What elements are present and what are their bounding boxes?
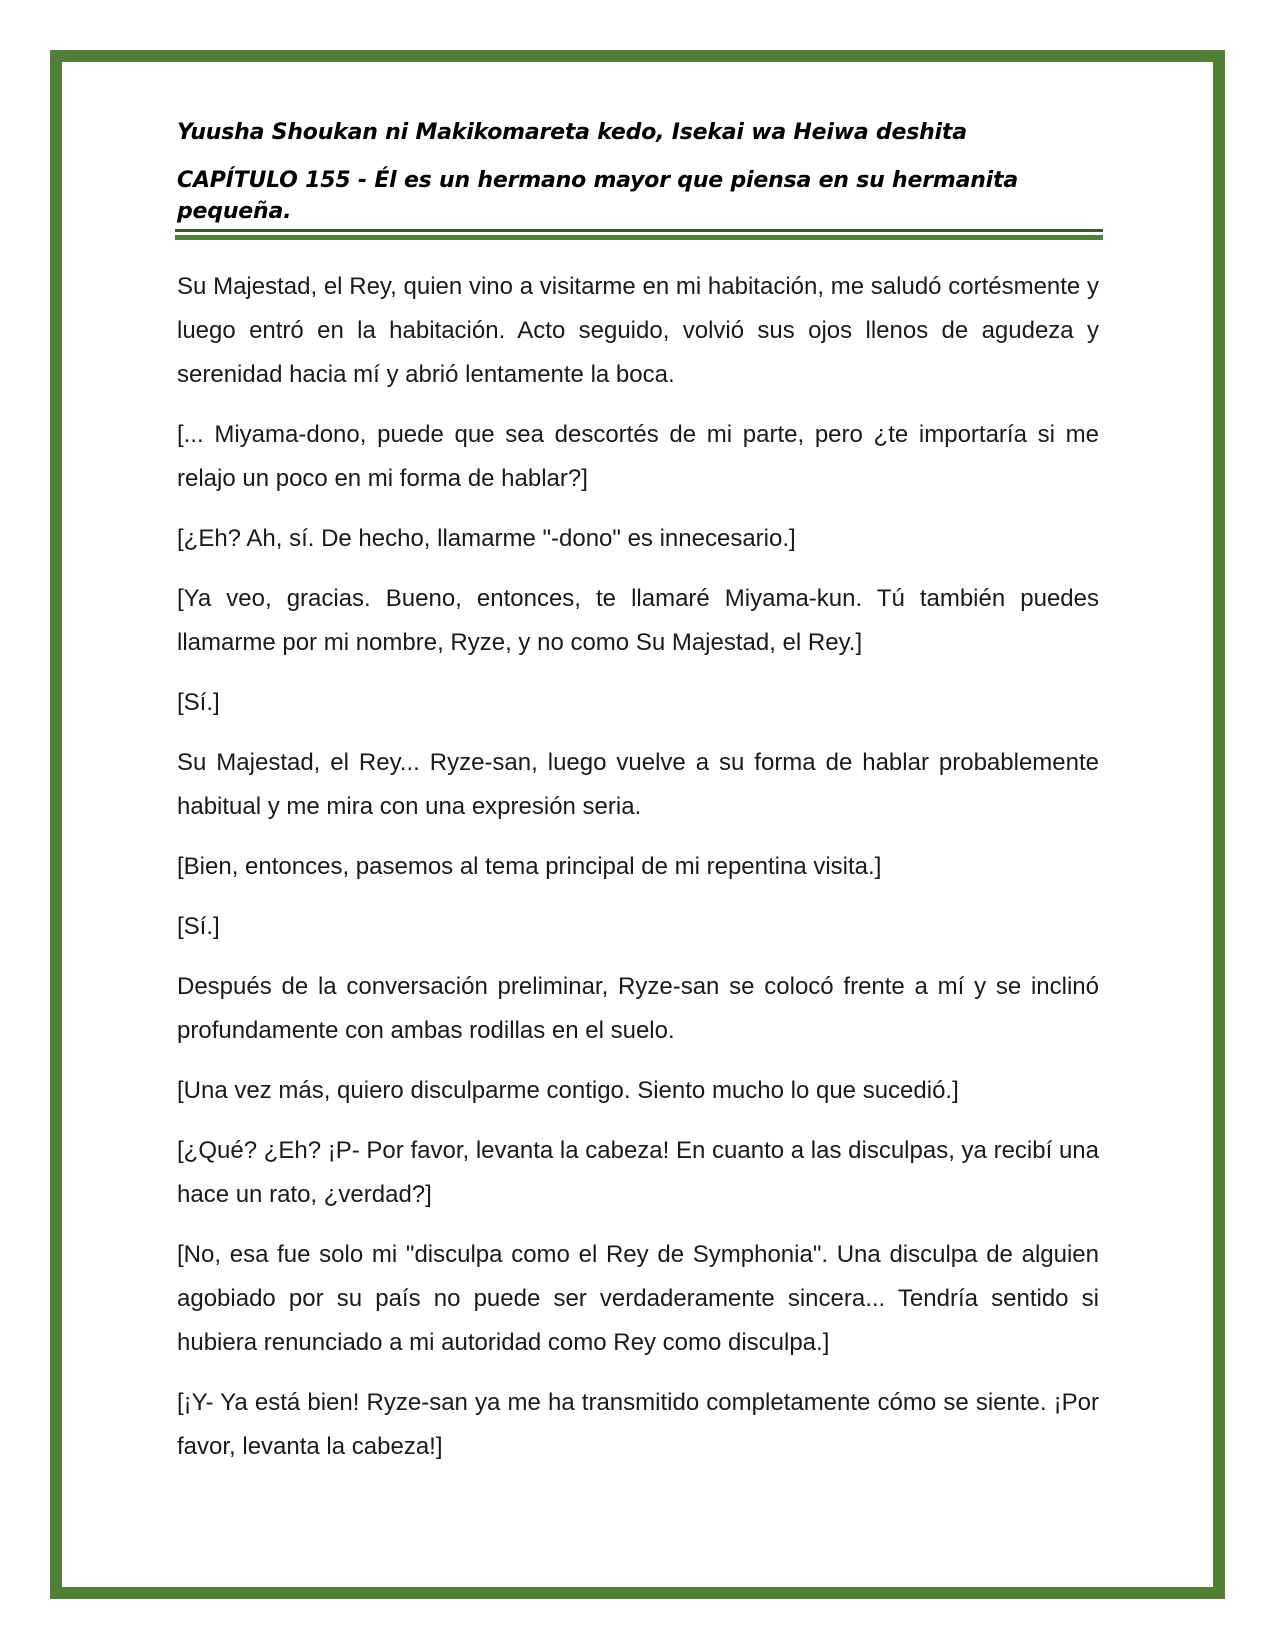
paragraph: Su Majestad, el Rey, quien vino a visitarme en mi habitación, me saludó cortésmente y luego entró en la habitación. Acto seguido, volvió sus ojos llenos de agudeza y serenidad hacia mí y abrió lentamente la boca. <box>177 273 1099 388</box>
paragraph: [¿Eh? Ah, sí. De hecho, llamarme "-dono" es innecesario.] <box>177 525 796 552</box>
paragraph: [Sí.] <box>177 689 220 716</box>
document-content <box>177 118 1099 1485</box>
paragraph: [No, esa fue solo mi "disculpa como el Rey de Symphonia". Una disculpa de alguien agobiado por su país no puede ser verdaderamente sincera... Tendría sentido si hubiera renunciado a mi autoridad como Rey como disculpa.] <box>177 1241 1099 1356</box>
paragraph: [¿Qué? ¿Eh? ¡P- Por favor, levanta la cabeza! En cuanto a las disculpas, ya recibí una hace un rato, ¿verdad?] <box>177 1137 1099 1208</box>
chapter-body <box>177 265 1099 1469</box>
paragraph: Después de la conversación preliminar, Ryze-san se colocó frente a mí y se inclinó profundamente con ambas rodillas en el suelo. <box>177 973 1099 1044</box>
novel-title: Yuusha Shoukan ni Makikomareta kedo, Isekai wa Heiwa deshita <box>177 120 967 145</box>
paragraph: [... Miyama-dono, puede que sea descortés de mi parte, pero ¿te importaría si me relajo un poco en mi forma de hablar?] <box>177 421 1099 492</box>
paragraph: [Una vez más, quiero disculparme contigo. Siento mucho lo que sucedió.] <box>177 1077 959 1104</box>
paragraph: Su Majestad, el Rey... Ryze-san, luego vuelve a su forma de hablar probablemente habitual y me mira con una expresión seria. <box>177 749 1099 820</box>
paragraph: [Ya veo, gracias. Bueno, entonces, te llamaré Miyama-kun. Tú también puedes llamarme por mi nombre, Ryze, y no como Su Majestad, el Rey.] <box>177 585 1099 656</box>
chapter-title: CAPÍTULO 155 - Él es un hermano mayor que piensa en su hermanita pequeña. <box>177 168 1018 224</box>
paragraph: [¡Y- Ya está bien! Ryze-san ya me ha transmitido completamente cómo se siente. ¡Por favor, levanta la cabeza!] <box>177 1389 1099 1460</box>
paragraph: [Sí.] <box>177 913 220 940</box>
paragraph: [Bien, entonces, pasemos al tema principal de mi repentina visita.] <box>177 853 882 880</box>
divider-thick-line <box>175 235 1103 240</box>
title-divider <box>175 229 1103 240</box>
